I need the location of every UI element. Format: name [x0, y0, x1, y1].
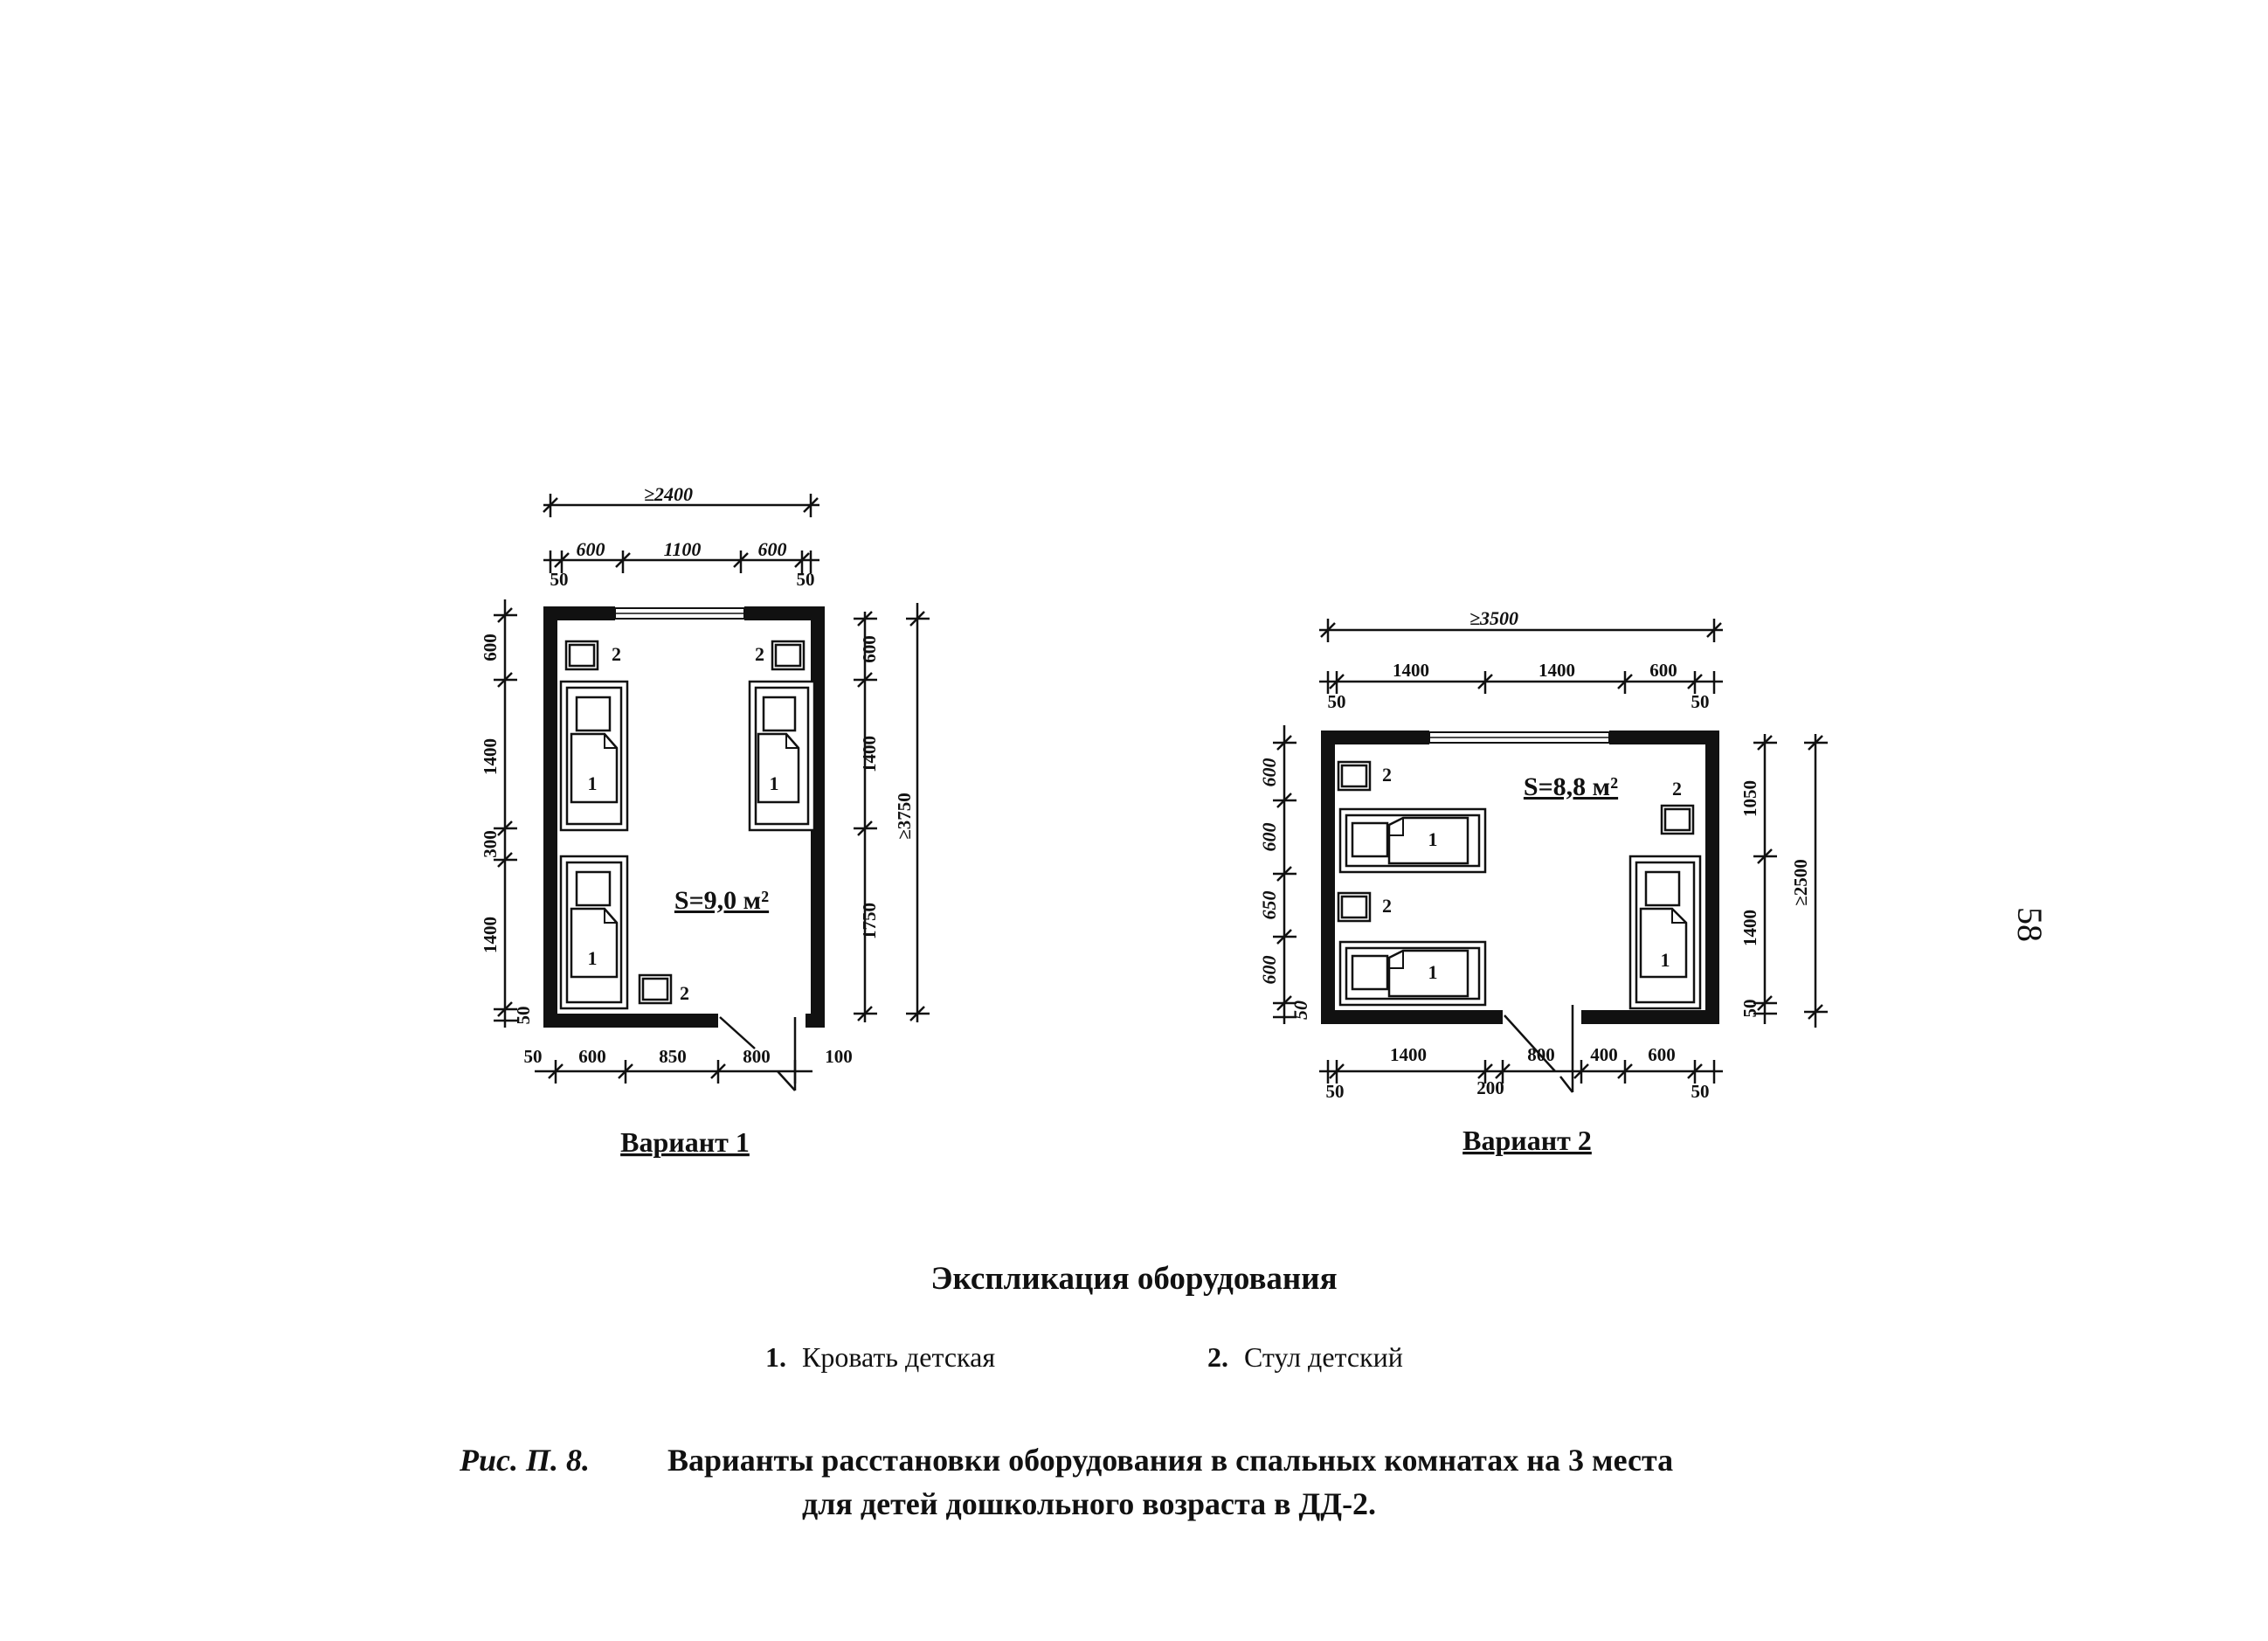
v1-chair-mark: 2: [612, 643, 621, 665]
v1-dim-left-1: 600: [480, 634, 501, 661]
legend-item-number: 1.: [765, 1341, 786, 1373]
v2-dim-top-seg3: 600: [1649, 660, 1677, 681]
v2-dim-left-5: 50: [1290, 1001, 1311, 1020]
v1-dim-overall-width: ≥2400: [643, 483, 694, 505]
v1-area-label: S=9,0 м²: [674, 886, 770, 915]
v1-dim-left-3: 300: [480, 830, 501, 858]
v1-dim-wall-right: 50: [796, 569, 815, 590]
variant1-plan: [480, 483, 930, 1158]
v2-dim-left-1: 600: [1258, 758, 1280, 787]
variant2-plan: [1258, 607, 1828, 1156]
v1-dim-left-2: 1400: [480, 738, 501, 775]
v1-dim-door: 800: [743, 1046, 771, 1067]
v1-dim-top-seg2: 1100: [663, 538, 702, 560]
v1-dim-wall-left: 50: [550, 569, 569, 590]
v2-area-label: S=8,8 м²: [1523, 772, 1619, 801]
v2-chair-mark: 2: [1672, 778, 1682, 800]
v2-dim-overall-width: ≥3500: [1469, 607, 1519, 629]
v1-dim-top-seg1: 600: [576, 538, 605, 560]
v1-dim-bottom-1: 600: [578, 1046, 606, 1067]
v1-dim-overall-height: ≥3750: [894, 793, 915, 840]
v1-dim-bottom-end: 100: [825, 1046, 853, 1067]
v2-dim-right-2: 1400: [1739, 910, 1760, 946]
v2-dim-top-seg1: 1400: [1393, 660, 1429, 681]
v1-dim-left-5: 50: [513, 1006, 534, 1025]
v1-dim-left-4: 1400: [480, 917, 501, 953]
v2-chair-mark: 2: [1382, 764, 1392, 786]
v2-dim-bottom-1: 1400: [1390, 1044, 1427, 1065]
v2-dim-top-seg2: 1400: [1539, 660, 1575, 681]
v2-dim-left-3: 650: [1258, 890, 1280, 920]
v2-dim-right-3: 50: [1739, 999, 1760, 1018]
v1-dim-right-2: 1400: [859, 736, 880, 772]
v2-dim-door: 800: [1527, 1044, 1555, 1065]
v2-bed-mark: 1: [1428, 961, 1438, 983]
legend-item-chair: [1207, 1341, 1403, 1374]
v2-bed-mark: 1: [1428, 828, 1438, 850]
v2-dim-bottom-wall-left: 50: [1325, 1081, 1345, 1102]
v2-dim-wall-right: 50: [1691, 691, 1710, 712]
page-number: 58: [2010, 907, 2050, 942]
v1-bed-mark: 1: [769, 772, 779, 794]
v2-dim-right-1: 1050: [1739, 780, 1760, 817]
v2-title: Вариант 2: [1462, 1125, 1592, 1156]
figure-ref: Рис. П. 8.: [460, 1443, 590, 1478]
v1-dim-bottom-wall: 50: [523, 1046, 543, 1067]
v1-dim-top-seg3: 600: [757, 538, 787, 560]
v1-chair-mark: 2: [755, 643, 764, 665]
v2-dim-bottom-mid: 200: [1476, 1077, 1504, 1098]
v1-chair-mark: 2: [680, 982, 689, 1004]
v2-dim-wall-left: 50: [1327, 691, 1346, 712]
v2-dim-left-4: 600: [1258, 955, 1280, 985]
v2-dim-overall-height: ≥2500: [1790, 859, 1811, 906]
legend-title: Экспликация оборудования: [930, 1261, 1338, 1297]
legend-item-number: 2.: [1207, 1341, 1228, 1373]
v2-chair-mark: 2: [1382, 895, 1392, 917]
v1-dim-bottom-2: 850: [659, 1046, 687, 1067]
v2-dim-bottom-3: 400: [1590, 1044, 1618, 1065]
v2-dim-bottom-wall-right: 50: [1691, 1081, 1710, 1102]
legend-item-label: Стул детский: [1244, 1341, 1403, 1373]
v2-dim-bottom-4: 600: [1648, 1044, 1676, 1065]
legend-item-bed: [765, 1341, 995, 1374]
v2-dim-left-2: 600: [1258, 822, 1280, 852]
legend-item-label: Кровать детская: [802, 1341, 996, 1373]
v2-bed-mark: 1: [1660, 949, 1670, 971]
caption-line2: для детей дошкольного возраста в ДД-2.: [802, 1486, 1377, 1521]
caption-line1: Варианты расстановки оборудования в спальных комнатах на 3 места: [667, 1443, 1674, 1478]
v1-bed-mark: 1: [587, 947, 598, 969]
v1-title: Вариант 1: [620, 1126, 750, 1158]
v1-bed-mark: 1: [587, 772, 598, 794]
v1-dim-right-3: 1750: [859, 903, 880, 939]
v1-dim-right-1: 600: [859, 635, 880, 663]
